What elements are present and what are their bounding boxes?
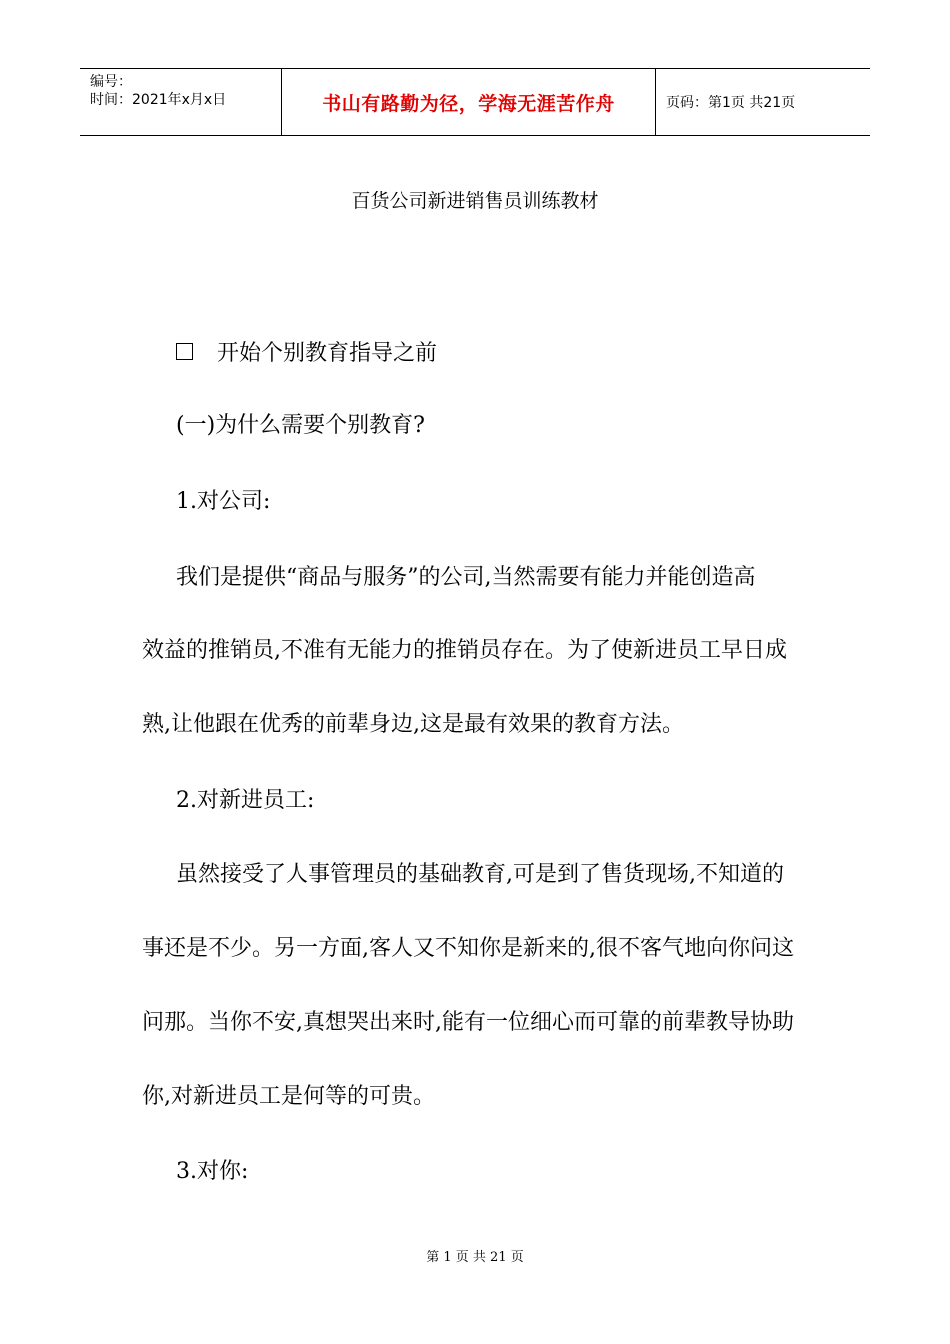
header-motto-cell <box>282 69 656 135</box>
sub-heading: (一)为什么需要个别教育? <box>176 413 425 438</box>
time-label: 时间：2021年x月x日 <box>90 92 227 108</box>
item1-line: 熟,让他跟在优秀的前辈身边,这是最有效果的教育方法。 <box>142 712 684 737</box>
number-label: 编号： <box>90 74 132 90</box>
item2-line: 你,对新进员工是何等的可贵。 <box>142 1084 435 1109</box>
item2-line: 问那。当你不安,真想哭出来时,能有一位细心而可靠的前辈教导协助 <box>142 1010 794 1035</box>
header-page-info: 页码：第1页 共21页 <box>666 95 796 111</box>
header-meta <box>80 69 282 135</box>
checkbox-icon <box>176 343 193 360</box>
item1-title: 1.对公司: <box>176 489 271 514</box>
item1-line: 效益的推销员,不准有无能力的推销员存在。为了使新进员工早日成 <box>142 638 787 663</box>
document-title: 百货公司新进销售员训练教材 <box>351 190 599 212</box>
item3-title: 3.对你: <box>176 1159 249 1184</box>
page-footer: 第 1 页 共 21 页 <box>426 1250 524 1265</box>
item2-line: 虽然接受了人事管理员的基础教育,可是到了售货现场,不知道的 <box>176 862 784 887</box>
section-heading-row <box>176 336 437 367</box>
section-heading: 开始个别教育指导之前 <box>217 341 438 366</box>
item2-title: 2.对新进员工: <box>176 788 315 813</box>
item1-line: 我们是提供“商品与服务”的公司,当然需要有能力并能创造高 <box>176 565 756 590</box>
header-table <box>80 68 870 136</box>
motto: 书山有路勤为径，学海无涯苦作舟 <box>322 92 615 115</box>
item2-line: 事还是不少。另一方面,客人又不知你是新来的,很不客气地向你问这 <box>142 936 794 961</box>
